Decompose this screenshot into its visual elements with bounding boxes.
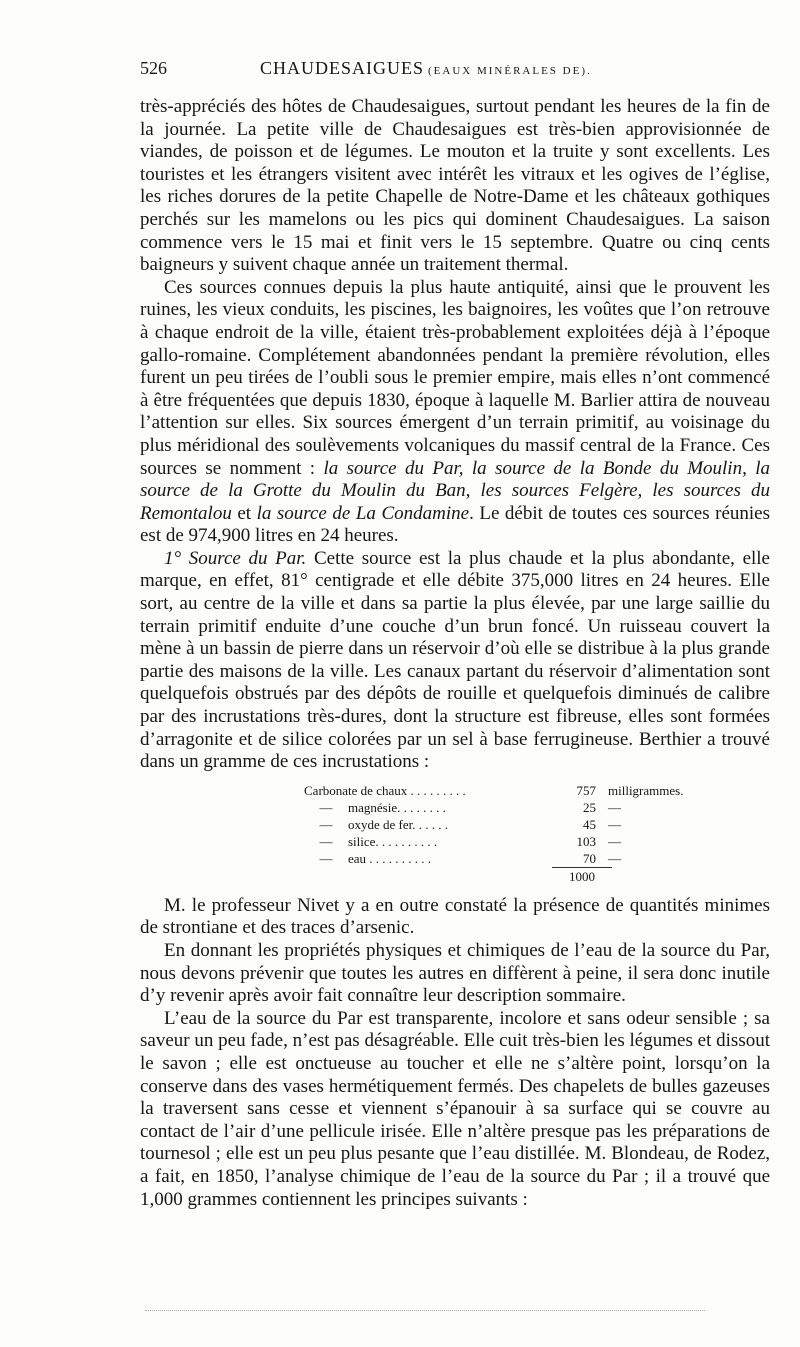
table-ditto: — [319, 799, 333, 815]
page-number: 526 [140, 58, 167, 78]
paragraph-4: M. le professeur Nivet y a en outre constaté la présence de quantités minimes de strontiane et des traces d’arsenic. [140, 894, 770, 939]
footer-divider [145, 1310, 705, 1317]
table-unit: milligrammes. [608, 782, 684, 798]
page [140, 58, 770, 1211]
table-value: 70 [583, 850, 596, 866]
table-total: 1000 [552, 867, 612, 885]
paragraph-2-and: et [231, 502, 257, 524]
table-row [304, 799, 770, 816]
paragraph-6: L’eau de la source du Par est transparente, incolore et sans odeur sensible ; sa saveur un peu fade, n’est pas désagréable. Elle cuit très-bien les légumes et dissout le savon ; elle est onctueuse au toucher et elle ne s’altère point, lorsqu’on la conserve dans des vases hermétiquement fermés. Des chapelets de bulles gazeuses la traversent sans cesse et viennent s’épanouir à sa surface qui se couvre au contact de l’air d’une pellicule irisée. Elle n’altère presque pas les préparations de tournesol ; elle est un peu plus pesante que l’eau distillée. M. Blondeau, de Rodez, a fait, en 1850, l’analyse chimique de l’eau de la source du Par ; il a trouvé que 1,000 grammes contiennent les principes suivants : [140, 1007, 770, 1210]
table-unit: — [608, 850, 621, 866]
paragraph-2-text: Ces sources connues depuis la plus haute antiquité, ainsi que le prouvent les ruines, les vieux conduits, les piscines, les baignoires, les voûtes que l’on retrouve à chaque endroit de la ville, étaient très-probablement exploitées déjà à l’époque gallo-romaine. Complétement abandonnées pendant la première révolution, elles furent un peu tirées de l’oubli sous le premier empire, mais elles n’ont commencé à être fréquentées que depuis 1830, époque à laquelle M. Barlier attira de nouveau l’attention sur elles. Six sources émergent d’un terrain primitif, au voisinage du plus méridional des soulèvements volcaniques du massif central de la France. Ces sources se nomment : [140, 276, 770, 479]
running-title-main: CHAUDESAIGUES [260, 58, 425, 78]
table-unit: — [608, 816, 621, 832]
running-title [260, 58, 592, 79]
table-value: 757 [576, 782, 596, 798]
table-ditto: — [319, 816, 333, 832]
paragraph-3 [140, 548, 770, 774]
table-row [304, 833, 770, 850]
paragraph-3-text: Cette source est la plus chaude et la plus abondante, elle marque, en effet, 81° centigrade et elle débite 375,000 litres en 24 heures. Elle sort, au centre de la ville et dans sa partie la plus élevée, par une large saillie du terrain primitif enduite d’une couche d’un brun foncé. Un ruisseau couvert la mène à un bassin de pierre dans un réservoir d’où elle se distribue à la plus grande partie des maisons de la ville. Les canaux partant du réservoir d’alimentation sont quelquefois obstrués par des dépôts de rouille et quelquefois diminués de calibre par des incrustations très-dures, dont la structure est fibreuse, elles sont formées d’arragonite et de silice colorées par un sel à base ferrugineuse. Berthier a trouvé dans un gramme de ces incrustations : [140, 547, 770, 773]
section-heading-source-du-par: 1° Source du Par. [164, 547, 307, 569]
table-ditto: — [319, 833, 333, 849]
table-label: magnésie. . . . . . . . [348, 799, 446, 815]
table-unit: — [608, 799, 621, 815]
paragraph-2 [140, 277, 770, 548]
paragraph-2-end: . Le débit de toutes ces sources réunies est de 974,900 litres en 24 heures. [140, 502, 770, 547]
table-row [304, 782, 770, 799]
table-label: eau . . . . . . . . . . [348, 850, 432, 866]
table-ditto: — [319, 850, 333, 866]
paragraph-2-last-source: la source de La Condamine [256, 502, 470, 524]
table-row [304, 850, 770, 867]
table-row [304, 816, 770, 833]
paragraph-1: très-appréciés des hôtes de Chaudesaigues, surtout pendant les heures de la fin de la journée. La petite ville de Chaudesaigues est très-bien approvisionnée de viandes, de poisson et de légumes. Le mouton et la truite y sont excellents. Les touristes et les étrangers visitent avec intérêt les vitraux et les ogives de l’église, les riches dorures de la petite Chapelle de Notre-Dame et les châteaux gothiques perchés sur les mamelons ou les pics qui dominent Chaudesaigues. La saison commence vers le 15 mai et finit vers le 15 septembre. Quatre ou cinq cents baigneurs y suivent chaque année un traitement thermal. [140, 96, 770, 276]
table-value: 103 [576, 833, 596, 849]
table-label: oxyde de fer. . . . . . [348, 816, 449, 832]
table-value: 45 [583, 816, 596, 832]
table-unit: — [608, 833, 621, 849]
table-total-row [304, 867, 770, 885]
composition-table [304, 782, 770, 885]
running-title-sub: (EAUX MINÉRALES DE). [428, 65, 592, 77]
table-label: Carbonate de chaux . . . . . . . . . [304, 782, 466, 798]
paragraph-2-sources: la source du Par, la source de la Bonde du Moulin, la source de la Grotte du Moulin du Ban, les sources Felgère, les sources du Remontalou [140, 457, 771, 524]
table-label: silice. . . . . . . . . . [348, 833, 438, 849]
running-header [140, 58, 770, 96]
table-value: 25 [583, 799, 596, 815]
paragraph-5: En donnant les propriétés physiques et chimiques de l’eau de la source du Par, nous devons prévenir que toutes les autres en diffèrent à peine, il sera donc inutile d’y revenir après avoir fait connaître leur description sommaire. [140, 940, 770, 1007]
